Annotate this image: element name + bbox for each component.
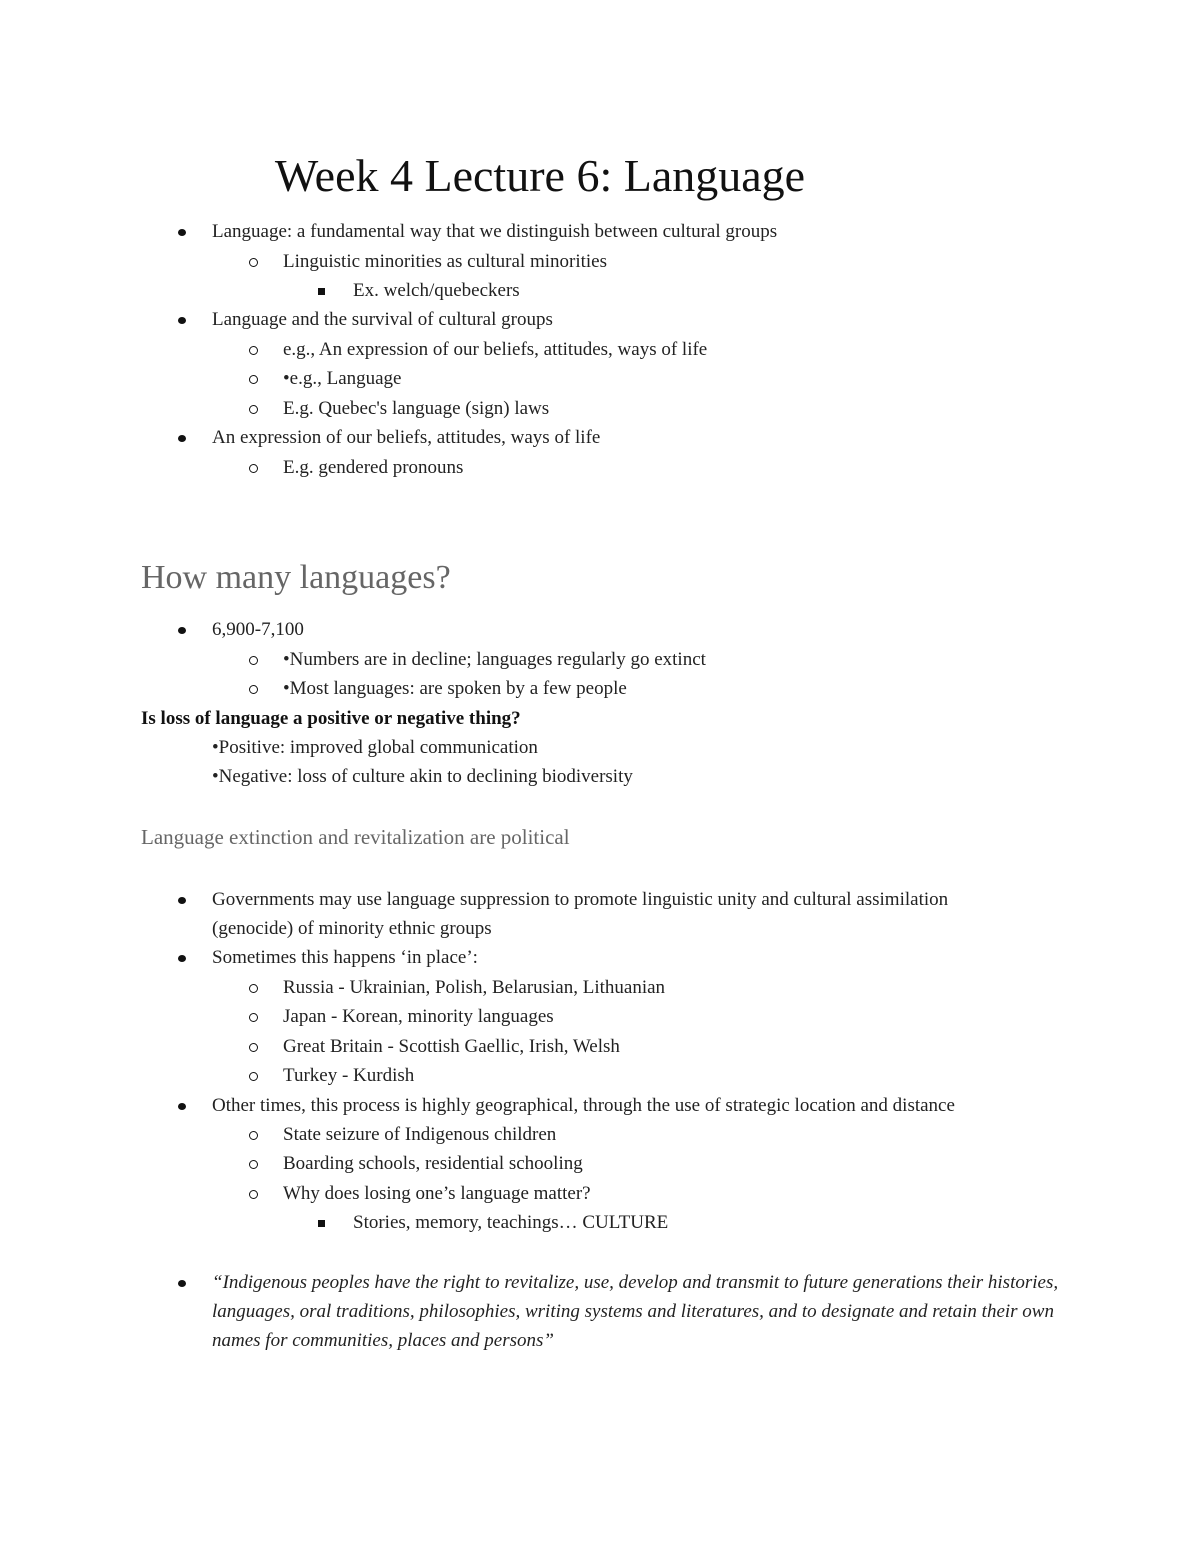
list-item: Language and the survival of cultural groups	[212, 309, 553, 330]
list-item: •Most languages: are spoken by a few people	[283, 678, 627, 699]
bullet-disc-icon	[178, 1091, 186, 1120]
list-item: Turkey - Kurdish	[283, 1065, 415, 1086]
bullet-circle-icon	[249, 247, 258, 276]
bullet-circle-icon	[249, 973, 258, 1002]
question-heading: Is loss of language a positive or negative thing?	[141, 708, 521, 729]
bullet-circle-icon	[249, 1149, 258, 1178]
bullet-disc-icon	[178, 423, 186, 452]
list-item: •e.g., Language	[283, 368, 402, 389]
bullet-circle-icon	[249, 335, 258, 364]
list-item: Great Britain - Scottish Gaellic, Irish, Welsh	[283, 1036, 620, 1057]
bullet-circle-icon	[249, 1061, 258, 1090]
indigenous-rights-quote: “Indigenous peoples have the right to revitalize, use, develop and transmit to future generations their histories, languages, oral traditions, philosophies, writing systems and literatures, and to designate and retain their own names for communities, places and persons”	[212, 1272, 1059, 1351]
bullet-square-icon	[318, 1208, 325, 1237]
page-title: Week 4 Lecture 6: Language	[274, 150, 806, 201]
list-item: Why does losing one’s language matter?	[283, 1183, 591, 1204]
list-item: Linguistic minorities as cultural minorities	[283, 251, 608, 272]
list-item: An expression of our beliefs, attitudes, ways of life	[212, 427, 601, 448]
list-item: Stories, memory, teachings… CULTURE	[353, 1212, 669, 1233]
answer-negative: •Negative: loss of culture akin to declining biodiversity	[212, 766, 633, 787]
list-item: State seizure of Indigenous children	[283, 1124, 557, 1145]
bullet-disc-icon	[178, 1268, 186, 1297]
list-item: 6,900-7,100	[212, 619, 304, 640]
list-item-continuation: (genocide) of minority ethnic groups	[212, 918, 492, 939]
bullet-circle-icon	[249, 1120, 258, 1149]
list-item: E.g. Quebec's language (sign) laws	[283, 398, 550, 419]
bullet-circle-icon	[249, 674, 258, 703]
bullet-disc-icon	[178, 615, 186, 644]
answer-positive: •Positive: improved global communication	[212, 737, 538, 758]
list-item: E.g. gendered pronouns	[283, 457, 464, 478]
list-item: Ex. welch/quebeckers	[353, 280, 520, 301]
bullet-circle-icon	[249, 1179, 258, 1208]
bullet-disc-icon	[178, 943, 186, 972]
bullet-disc-icon	[178, 885, 186, 914]
list-item: Language: a fundamental way that we distinguish between cultural groups	[212, 221, 778, 242]
list-item: Other times, this process is highly geographical, through the use of strategic location and distance	[212, 1095, 955, 1116]
bullet-square-icon	[318, 276, 325, 305]
bullet-disc-icon	[178, 305, 186, 334]
list-item: Governments may use language suppression to promote linguistic unity and cultural assimilation	[212, 889, 949, 910]
bullet-circle-icon	[249, 453, 258, 482]
list-item: Russia - Ukrainian, Polish, Belarusian, Lithuanian	[283, 977, 666, 998]
bullet-circle-icon	[249, 1002, 258, 1031]
list-item: e.g., An expression of our beliefs, attitudes, ways of life	[283, 339, 708, 360]
bullet-circle-icon	[249, 1032, 258, 1061]
section-heading-political: Language extinction and revitalization are political	[141, 825, 570, 849]
list-item: Sometimes this happens ‘in place’:	[212, 947, 478, 968]
bullet-circle-icon	[249, 645, 258, 674]
bullet-disc-icon	[178, 217, 186, 246]
list-item: Japan - Korean, minority languages	[283, 1006, 554, 1027]
list-item: •Numbers are in decline; languages regularly go extinct	[283, 649, 706, 670]
bullet-circle-icon	[249, 364, 258, 393]
list-item: Boarding schools, residential schooling	[283, 1153, 583, 1174]
section-heading-how-many: How many languages?	[141, 559, 451, 596]
bullet-circle-icon	[249, 394, 258, 423]
